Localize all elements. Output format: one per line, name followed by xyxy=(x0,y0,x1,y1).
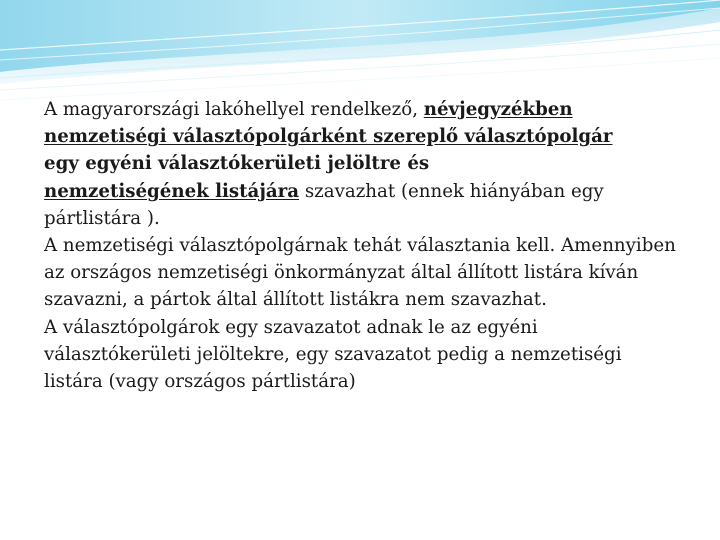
paragraph xyxy=(44,314,684,396)
paragraph xyxy=(44,232,684,314)
slide-body-text xyxy=(44,96,684,395)
text-run: A választópolgárok egy szavazatot adnak le az egyéni választókerületi jelöltekre, egy szavazatot pedig a nemzetiségi listára (vagy országos pártlistára) xyxy=(44,316,622,393)
emphasized-text-run: egy egyéni választókerületi jelöltre és xyxy=(44,153,430,175)
text-run: A nemzetiségi választópolgárnak tehát választania kell. Amennyiben az országos nemzetiségi önkormányzat által állított listára kíván szavazni, a pártok által állított listákra nem szavazhat. xyxy=(44,235,676,311)
wave-header-decoration xyxy=(0,0,720,110)
emphasized-text-run: névjegyzékben nemzetiségi választópolgárként szereplő választópolgár xyxy=(44,99,613,148)
paragraph xyxy=(44,178,684,232)
paragraph xyxy=(44,96,684,150)
text-run: szavazhat (ennek hiányában egy pártlistára ). xyxy=(44,180,604,229)
paragraph xyxy=(44,150,684,177)
emphasized-text-run: nemzetiségének listájára xyxy=(44,180,300,202)
text-run: A magyarországi lakóhellyel rendelkező, xyxy=(44,99,424,120)
